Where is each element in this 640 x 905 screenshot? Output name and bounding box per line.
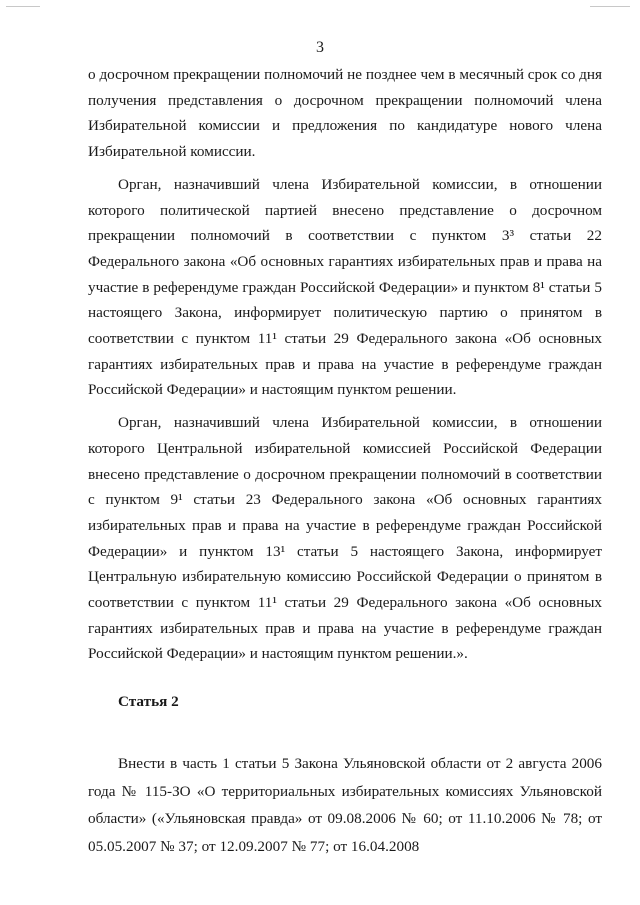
paragraph-cec-representation: Орган, назначивший члена Избирательной комиссии, в отношении которого Центральной избирательной комиссией Российской Федерации внесено представление о досрочном прекращении полномочий в соответствии с пунктом 9¹ статьи 23 Федерального закона «Об основных гарантиях избирательных прав и права на участие в референдуме граждан Российской Федерации» и пунктом 13¹ статьи 5 настоящего Закона, информирует Центральную избирательную комиссию Российской Федерации о принятом в соответствии с пунктом 11¹ статьи 29 Федерального закона «Об основных гарантиях избирательных прав и права на участие в референдуме граждан Российской Федерации» и настоящим пунктом решении.».	[88, 414, 602, 663]
paragraph-party-representation: Орган, назначивший члена Избирательной комиссии, в отношении которого политической партией внесено представление о досрочном прекращении полномочий в соответствии с пунктом 3³ статьи 22 Федерального закона «Об основных гарантиях избирательных прав и права на участие в референдуме граждан Российской Федерации» и пунктом 8¹ статьи 5 настоящего Закона, информирует политическую партию о принятом в соответствии с пунктом 11¹ статьи 29 Федерального закона «Об основных гарантиях избирательных прав и права на участие в референдуме граждан Российской Федерации» и настоящим пунктом решении.	[88, 175, 602, 399]
paragraph-continuation: о досрочном прекращении полномочий не позднее чем в месячный срок со дня получения представления о досрочном прекращении полномочий члена Избирательной комиссии и предложения по кандидатуре нового члена Избирательной комиссии.	[88, 66, 602, 161]
scan-artifact-right	[590, 6, 630, 7]
scan-artifact-left	[6, 6, 40, 7]
article-2-body	[88, 750, 602, 860]
article-2-paragraph: Внести в часть 1 статьи 5 Закона Ульяновской области от 2 августа 2006 года № 115-ЗО «О территориальных избирательных комиссиях Ульяновской области» («Ульяновская правда» от 09.08.2006 № 60; от 11.10.2006 № 78; от 05.05.2007 № 37; от 12.09.2007 № 77; от 16.04.2008	[88, 755, 602, 855]
document-body	[88, 62, 602, 667]
article-heading: Статья 2	[118, 693, 179, 710]
page-number: 3	[316, 39, 324, 56]
